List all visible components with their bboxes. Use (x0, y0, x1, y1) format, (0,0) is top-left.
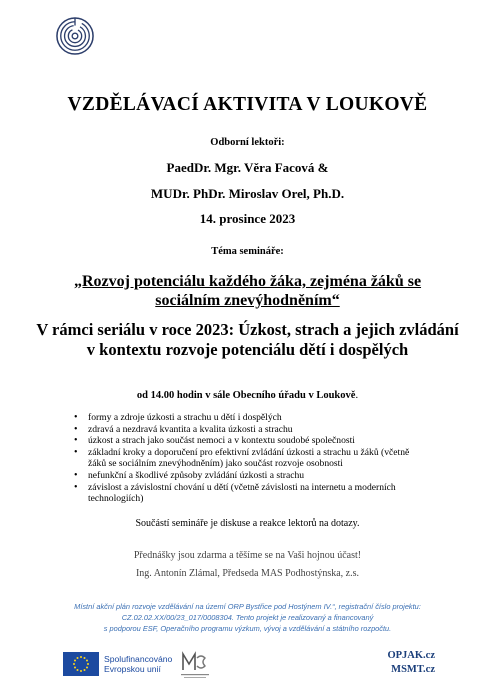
list-item: • zdravá a nezdravá kvantita a kvalita úzkosti a strachu (88, 424, 418, 436)
list-item: • úzkost a strach jako součást nemoci a v kontextu soudobé společnosti (88, 435, 418, 447)
eu-logo (63, 652, 172, 676)
free-note: Přednášky jsou zdarma a těšíme se na Vaši hojnou účast! (133, 550, 362, 561)
eu-text-line-2: Evropskou unií (104, 664, 161, 674)
seminar-topic: „Rozvoj potenciálu každého žáka, zejména žáků se sociálním znevýhodněním“ (73, 273, 422, 309)
list-item: • závislost a závislostní chování u dětí (včetně závislosti na internetu a moderních technologiích) (88, 482, 418, 505)
list-item: • nefunkční a škodlivé způsoby zvládání úzkosti a strachu (88, 470, 418, 482)
footer-links (387, 649, 435, 677)
lecturer-name-1: PaedDr. Mgr. Věra Facová & (166, 160, 329, 175)
eu-flag-icon (63, 652, 99, 676)
discussion-note: Součástí semináře je diskuse a reakce lektorů na dotazy. (135, 518, 360, 529)
msmt-link[interactable]: MSMT.cz (391, 664, 435, 675)
seminar-series: V rámci seriálu v roce 2023: Úzkost, strach a jejich zvládání v kontextu rozvoje potenciálu dětí i dospělých (36, 320, 459, 359)
venue-line (0, 390, 495, 401)
venue-end: . (355, 390, 359, 401)
msmt-logo-icon (175, 648, 215, 684)
footnote-line-1: Místní akční plán rozvoje vzdělávání na území ORP Bystřice pod Hostýnem IV.“, registrační číslo projektu: (74, 602, 421, 611)
circular-maze-icon (56, 17, 94, 55)
eu-text-line-1: Spolufinancováno (104, 654, 173, 664)
venue-text: od 14.00 hodin v sále Obecního úřadu v Loukově (136, 390, 356, 401)
list-item: • základní kroky a doporučení pro efektivní zvládání úzkosti a strachu u žáků (včetně žáků se sociálním znevýhodněním) jako součást rozvoje osobnosti (88, 447, 418, 470)
list-item: • formy a zdroje úzkosti a strachu u dětí i dospělých (88, 412, 418, 424)
footnote-line-3: s podporou ESF, Operačního programu výzkum, vývoj a vzdělávání a státního rozpočtu. (103, 624, 392, 633)
signature: Ing. Antonín Zlámal, Předseda MAS Podhostýnska, z.s. (135, 568, 360, 579)
topics-list (70, 412, 418, 505)
project-footnote (60, 601, 435, 634)
seminar-label: Téma semináře: (211, 246, 284, 257)
page-title: VZDĚLÁVACÍ AKTIVITA V LOUKOVĚ (67, 94, 428, 115)
lecturers-label: Odborní lektoři: (210, 137, 285, 148)
event-date: 14. prosince 2023 (199, 211, 296, 226)
footnote-line-2: CZ.02.02.XX/00/23_017/0008304. Tento projekt je realizovaný a financovaný (121, 613, 374, 622)
lecturer-name-2: MUDr. PhDr. Miroslav Orel, Ph.D. (150, 186, 345, 201)
opjak-link[interactable]: OPJAK.cz (387, 650, 435, 661)
